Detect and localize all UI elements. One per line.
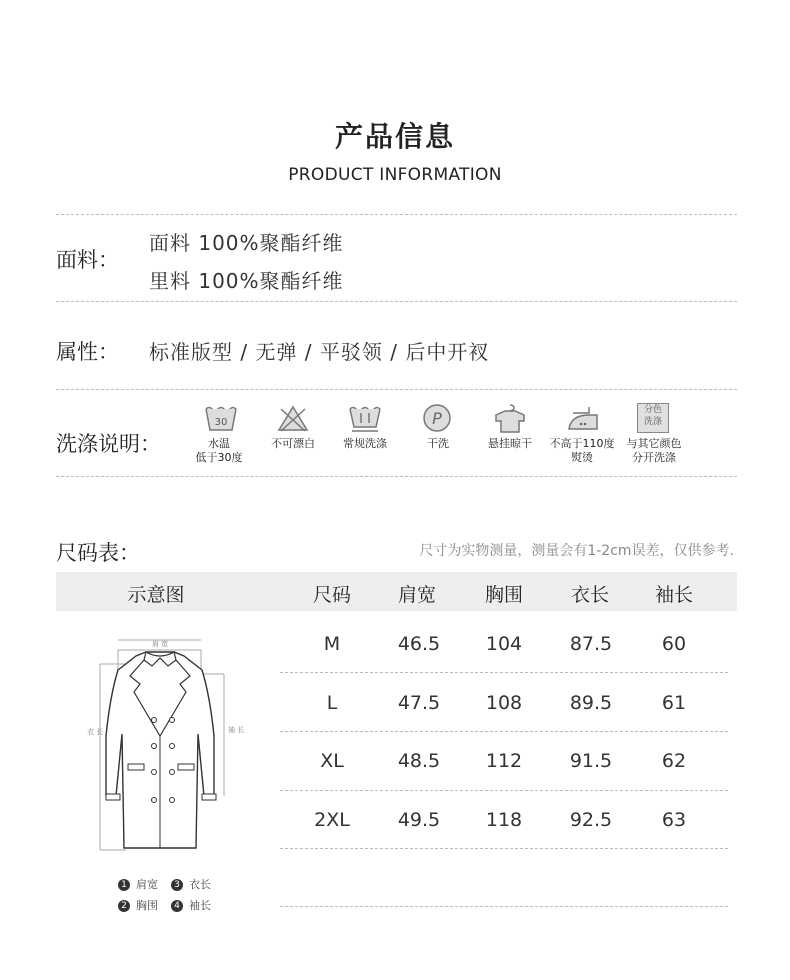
wash-30-icon xyxy=(203,403,239,433)
iron-icon xyxy=(565,403,601,433)
row-divider xyxy=(280,906,728,907)
normal-wash-label: 常规洗涤 xyxy=(343,437,387,450)
section-title: 产品信息 xyxy=(334,120,455,153)
attributes-value: 标准版型 / 无弹 / 平驳领 / 后中开衩 xyxy=(149,340,490,364)
hang-dry-label: 悬挂晾干 xyxy=(488,437,532,450)
legend-item: 1 肩宽 xyxy=(118,876,158,892)
table-cell: 62 xyxy=(661,750,687,772)
row-divider xyxy=(280,731,728,732)
row-divider xyxy=(280,848,728,849)
table-cell: 92.5 xyxy=(569,809,613,831)
legend-item: 2 胸围 xyxy=(118,897,158,913)
table-cell: 60 xyxy=(661,633,687,655)
dry-clean-symbol: P xyxy=(432,409,442,428)
washing-label: 洗涤说明： xyxy=(56,432,161,456)
table-cell: XL xyxy=(320,750,344,772)
table-cell: 108 xyxy=(485,692,523,714)
separate-wash-icon: 分色 洗涤 xyxy=(637,403,669,433)
row-divider xyxy=(280,790,728,791)
table-cell: 89.5 xyxy=(569,692,613,714)
col-header-size: 尺码 xyxy=(312,584,351,606)
size-chart-label: 尺码表： xyxy=(56,541,140,565)
attributes-label: 属性： xyxy=(56,340,119,364)
table-cell: 49.5 xyxy=(397,809,441,831)
table-cell: 61 xyxy=(661,692,687,714)
no-bleach-icon xyxy=(275,403,311,433)
iron-label: 不高于110度 熨烫 xyxy=(549,437,615,464)
divider xyxy=(56,476,737,477)
normal-wash-icon xyxy=(347,403,383,433)
table-cell: 48.5 xyxy=(397,750,441,772)
fabric-label: 面料： xyxy=(56,248,119,272)
dry-clean-label: 干洗 xyxy=(427,437,449,450)
col-header-length: 衣长 xyxy=(570,584,609,606)
dry-clean-icon xyxy=(419,403,455,433)
table-cell: 91.5 xyxy=(569,750,613,772)
table-cell: 47.5 xyxy=(397,692,441,714)
fabric-outer: 面料 100%聚酯纤维 xyxy=(149,231,344,255)
size-chart-note: 尺寸为实物测量，测量会有1-2cm误差，仅供参考. xyxy=(419,543,734,559)
legend-item: 3 衣长 xyxy=(171,876,211,892)
table-cell: 118 xyxy=(485,809,523,831)
row-divider xyxy=(280,672,728,673)
table-cell: 63 xyxy=(661,809,687,831)
fabric-lining: 里料 100%聚酯纤维 xyxy=(149,269,344,293)
separate-wash-label: 与其它颜色 分开洗涤 xyxy=(626,437,682,464)
col-header-chest: 胸围 xyxy=(484,584,523,606)
table-cell: 2XL xyxy=(314,809,350,831)
table-cell: 112 xyxy=(485,750,523,772)
shoulder-guide-label: 肩 宽 xyxy=(151,640,169,648)
divider xyxy=(56,389,737,390)
diagram-header: 示意图 xyxy=(127,584,185,606)
length-guide-label: 衣 长 xyxy=(87,728,104,736)
coat-diagram xyxy=(76,636,246,858)
table-cell: 87.5 xyxy=(569,633,613,655)
hang-dry-icon xyxy=(492,403,528,433)
table-cell: 104 xyxy=(485,633,523,655)
col-header-sleeve: 袖长 xyxy=(654,584,693,606)
table-cell: 46.5 xyxy=(397,633,441,655)
sleeve-guide-label: 袖 长 xyxy=(228,726,245,734)
divider xyxy=(56,214,737,215)
section-subtitle: PRODUCT INFORMATION xyxy=(288,165,502,185)
wash-30-label: 水温 低于30度 xyxy=(195,437,243,464)
table-cell: M xyxy=(323,633,341,655)
col-header-shoulder: 肩宽 xyxy=(397,584,436,606)
divider xyxy=(56,301,737,302)
no-bleach-label: 不可漂白 xyxy=(271,437,315,450)
legend-item: 4 袖长 xyxy=(171,897,211,913)
table-cell: L xyxy=(326,692,338,714)
wash-temp-label: 30 xyxy=(214,417,228,428)
